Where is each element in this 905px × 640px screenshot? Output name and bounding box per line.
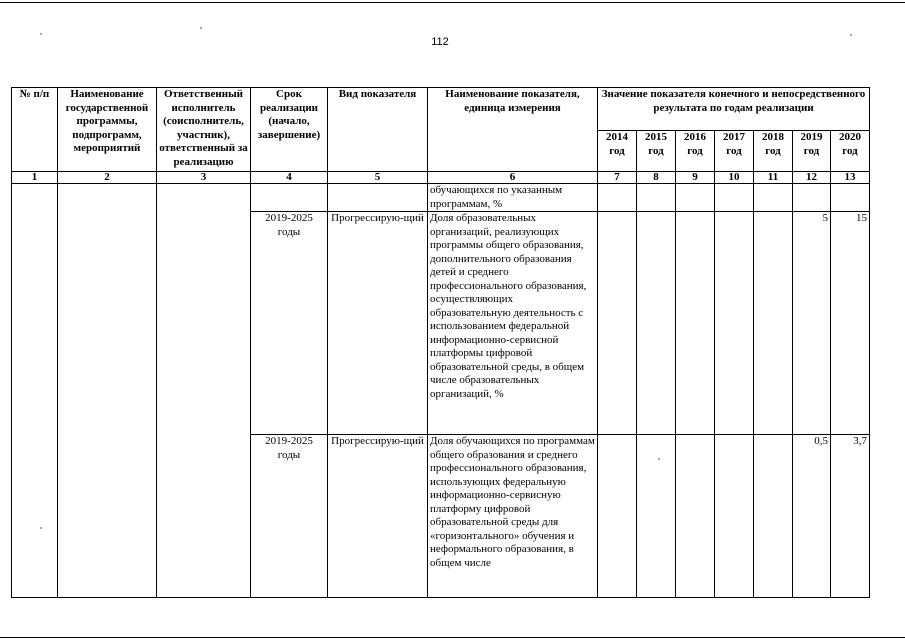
cell-value-2015 [637,212,676,435]
cell-value-2014 [598,435,637,598]
header-values: Значение показателя конечного и непосредственного результата по годам реализации [598,88,870,131]
page-number: 112 [431,36,449,48]
top-border-line [0,2,905,3]
cell-value-2015 [637,184,676,212]
cell-value-2020: 3,7 [831,435,870,598]
cell-value-2019: 0,5 [793,435,831,598]
cell-value-2020 [831,184,870,212]
scan-speck [40,33,42,35]
cell-indicator-type: Прогрессирую-щий [328,435,428,598]
header-year-2015: 2015 год [637,131,676,172]
header-year-2017: 2017 год [715,131,754,172]
column-number: 10 [715,172,754,184]
header-year-2020: 2020 год [831,131,870,172]
cell-value-2016 [676,184,715,212]
cell-period: 2019-2025 годы [251,212,328,435]
column-number: 12 [793,172,831,184]
cell-indicator-type [328,184,428,212]
cell-indicator-name: Доля образовательных организаций, реализующих программы общего образования, дополнительного образования детей и среднего профессионального образования, осуществляющих образовательную деятельность с использованием федеральной информационно-сервисной платформы цифровой образовательной среды, в общем числе образовательных организаций, % [428,212,598,435]
column-number: 9 [676,172,715,184]
column-number: 6 [428,172,598,184]
cell-value-2018 [754,212,793,435]
cell-period [251,184,328,212]
column-number: 3 [157,172,251,184]
column-number: 5 [328,172,428,184]
cell-value-2015 [637,435,676,598]
header-row-number: № п/п [12,88,58,172]
header-program-name: Наименование государственной программы, подпрограмм, мероприятий [58,88,157,172]
cell-value-2020: 15 [831,212,870,435]
column-number: 1 [12,172,58,184]
cell-value-2018 [754,184,793,212]
cell-value-2019: 5 [793,212,831,435]
cell-value-2017 [715,184,754,212]
header-indicator-name: Наименование показателя, единица измерения [428,88,598,172]
indicators-table [11,87,870,598]
cell-value-2014 [598,184,637,212]
column-number: 7 [598,172,637,184]
column-number: 8 [637,172,676,184]
header-indicator-type: Вид показателя [328,88,428,172]
bottom-border-line [0,637,905,638]
cell-value-2018 [754,435,793,598]
table-row [12,184,870,212]
cell-indicator-name: обучающихся по указанным программам, % [428,184,598,212]
scan-speck [200,27,202,29]
cell-value-2016 [676,212,715,435]
cell-indicator-name: Доля обучающихся по программам общего образования и среднего профессионального образования, использующих федеральную информационно-сервисную платформу цифровой образовательной среды для «горизонтального» обучения и неформального образования, в общем числе [428,435,598,598]
cell-value-2017 [715,435,754,598]
cell-value-2019 [793,184,831,212]
header-year-2019: 2019 год [793,131,831,172]
column-number: 4 [251,172,328,184]
column-number: 13 [831,172,870,184]
header-year-2016: 2016 год [676,131,715,172]
cell-indicator-type: Прогрессирую-щий [328,212,428,435]
cell-row-number [12,184,58,598]
column-number: 11 [754,172,793,184]
header-responsible: Ответственный исполнитель (соисполнитель, участник), ответственный за реализацию [157,88,251,172]
cell-program-name [58,184,157,598]
cell-responsible [157,184,251,598]
cell-value-2016 [676,435,715,598]
column-numbers-row [12,172,870,184]
header-year-2018: 2018 год [754,131,793,172]
header-year-2014: 2014 год [598,131,637,172]
column-number: 2 [58,172,157,184]
cell-period: 2019-2025 годы [251,435,328,598]
scan-speck [850,34,852,36]
cell-value-2017 [715,212,754,435]
header-period: Срок реализации (начало, завершение) [251,88,328,172]
cell-value-2014 [598,212,637,435]
